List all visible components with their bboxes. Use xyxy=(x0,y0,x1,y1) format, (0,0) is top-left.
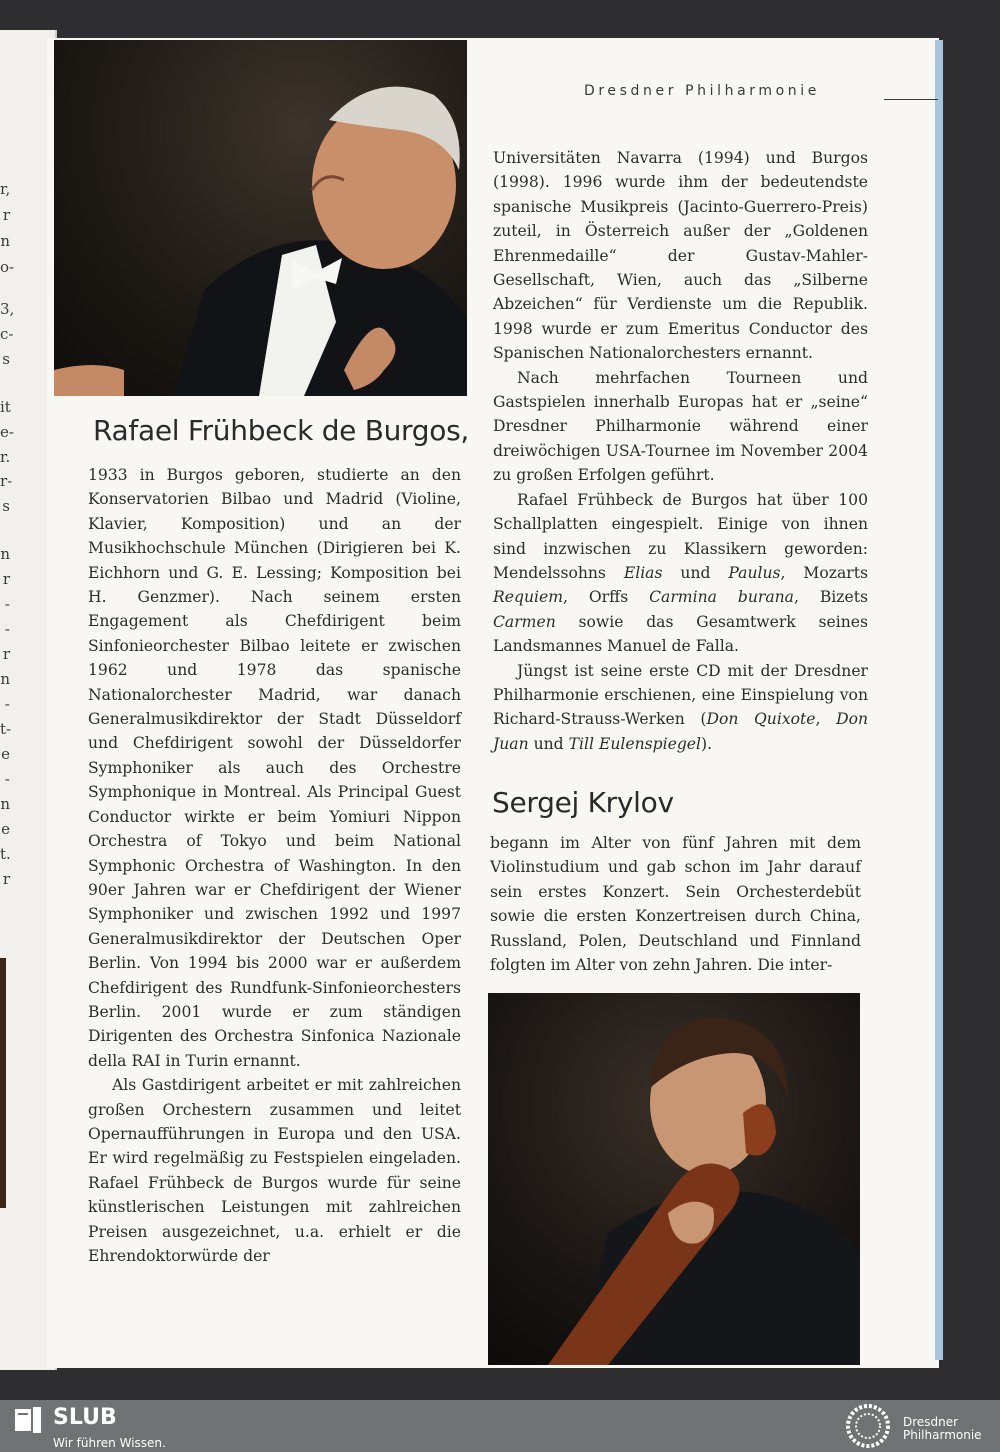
previous-page-text-fragment: - xyxy=(4,595,10,613)
violinist-photo xyxy=(488,993,860,1365)
previous-page-text-fragment: r xyxy=(2,645,10,663)
article1-paragraph-6: Jüngst ist seine erste CD mit der Dresdner Philharmonie erschienen, eine Einspielung von Richard-Strauss-Werken (Don Quixote, Don Juan und Till Eulenspiegel). xyxy=(493,661,868,753)
article2-paragraph-1: begann im Alter von fünf Jahren mit dem Violinstudium und gab schon im Jahr darauf sein erstes Konzert. Sein Orchesterdebüt sowie die ersten Konzertreisen durch China, Russland, Polen, Deutschland und Finnland folgten im Alter von zehn Jahren. Die inter- xyxy=(490,834,861,975)
previous-page-text-fragment: r- xyxy=(0,472,13,490)
previous-page-text-fragment: e- xyxy=(0,423,14,441)
article1-paragraph-2: Als Gastdirigent arbeitet er mit zahlreichen großen Orchestern zusammen und leitet Opernaufführungen in Europa und den USA. Er wird regelmäßig zu Festspielen eingeladen. Rafael Frühbeck de Burgos wurde für seine künstlerischen Leistungen mit zahlreichen Preisen ausgezeichnet, u.a. erhielt er die Ehrendoktorwürde der xyxy=(88,1076,461,1265)
previous-page-text-fragment: - xyxy=(4,770,10,788)
previous-page-text-fragment: e xyxy=(1,820,10,838)
conductor-photo xyxy=(54,40,467,396)
previous-page-text-fragment: r xyxy=(2,870,10,888)
previous-page-text-fragment: t- xyxy=(0,720,12,738)
previous-page-text-fragment: t. xyxy=(0,845,11,863)
conductor-illustration xyxy=(54,40,467,396)
header-rule xyxy=(884,99,938,100)
philharmonie-name xyxy=(903,1416,982,1442)
previous-page-text-fragment: n xyxy=(0,670,10,688)
previous-page-text-fragment: r xyxy=(2,570,10,588)
previous-page-text-fragment: - xyxy=(4,695,10,713)
article1-paragraph-4: Nach mehrfachen Tourneen und Gastspielen innerhalb Europas hat er „seine“ Dresdner Philharmonie während einer dreiwöchigen USA-Tournee im November 2004 zu großen Erfolgen geführt. xyxy=(493,368,868,485)
philharmonie-name-line1: Dresdner xyxy=(903,1415,959,1429)
running-header: Dresdner Philharmonie xyxy=(584,83,820,99)
slub-logo-icon xyxy=(13,1405,43,1435)
philharmonie-name-line2: Philharmonie xyxy=(903,1428,982,1442)
previous-page-text-fragment: r, xyxy=(0,180,11,198)
previous-page-text-fragment: e xyxy=(1,745,10,763)
slub-tagline: Wir führen Wissen. xyxy=(53,1436,166,1450)
article1-column1 xyxy=(88,463,461,1268)
article1-column2 xyxy=(493,146,868,756)
previous-page-text-fragment: it xyxy=(0,398,11,416)
philharmonie-logo-icon xyxy=(842,1403,894,1449)
article2-column xyxy=(490,831,861,977)
previous-page-text-fragment: s xyxy=(2,350,10,368)
article1-paragraph-3: Universitäten Navarra (1994) und Burgos (1998). 1996 wurde ihm der bedeutendste spanische Musikpreis (Jacinto-Guerrero-Preis) zuteil, in Österreich außer der „Goldenen Ehrenmedaille“ der Gustav-Mahler-Gesellschaft, Wien, auch das „Silberne Abzeichen“ für Verdienste um die Republik. 1998 wurde er zum Emeritus Conductor des Spanischen Nationalorchesters ernannt. xyxy=(493,149,868,363)
previous-page-text-fragment: o- xyxy=(0,258,15,276)
previous-page-text-fragment: r xyxy=(2,206,10,224)
article1-paragraph-5: Rafael Frühbeck de Burgos hat über 100 Schallplatten eingespielt. Einige von ihnen sind inzwischen zu Klassikern geworden: Mendelssohns Elias und Paulus, Mozarts Requiem, Orffs Carmina burana, Bizets Carmen sowie das Gesamtwerk seines Landsmannes Manuel de Falla. xyxy=(493,490,869,656)
previous-page-text-fragment: r. xyxy=(0,448,11,466)
previous-page-text-fragment: c- xyxy=(0,325,14,343)
article2-title: Sergej Krylov xyxy=(492,786,674,819)
article1-title: Rafael Frühbeck de Burgos, xyxy=(93,414,469,447)
previous-page-text-fragment: - xyxy=(4,620,10,638)
previous-page-text-fragment: n xyxy=(0,232,10,250)
previous-page-image-strip xyxy=(0,958,6,1208)
previous-page-text-fragment: 3, xyxy=(0,300,15,318)
article1-paragraph-1: 1933 in Burgos geboren, studierte an den Konservatorien Bilbao und Madrid (Violine, Klavier, Komposition) und an der Musikhochschule München (Dirigieren bei K. Eichhorn und G. E. Lessing; Komposition bei H. Genzmer). Nach seinem ersten Engagement als Chefdirigent beim Sinfonieorchester Bilbao leitete er zwischen 1962 und 1978 das spanische Nationalorchester Madrid, war danach Generalmusikdirektor der Stadt Düsseldorf und Chefdirigent sowohl der Düsseldorfer Symphoniker als auch des Orchestre Symphonique in Montreal. Als Principal Guest Conductor wirkte er beim Yomiuri Nippon Orchestra of Tokyo und beim National Symphonic Orchestra of Washington. In den 90er Jahren war er Chefdirigent der Wiener Symphoniker und zwischen 1992 und 1997 Generalmusikdirektor der Deutschen Oper Berlin. Von 1994 bis 2000 war er außerdem Chefdirigent des Rundfunk-Sinfonieorchesters Berlin. 2001 wurde er zum ständigen Dirigenten des Orchestra Sinfonica Nazionale della RAI in Turin ernannt. xyxy=(88,466,461,1070)
previous-page-text-fragment: n xyxy=(0,795,10,813)
next-page-edge xyxy=(935,40,943,1360)
slub-name: SLUB xyxy=(53,1405,117,1430)
violinist-illustration xyxy=(488,993,860,1365)
previous-page-text-fragment: s xyxy=(2,497,10,515)
previous-page-text-fragment: n xyxy=(0,545,10,563)
